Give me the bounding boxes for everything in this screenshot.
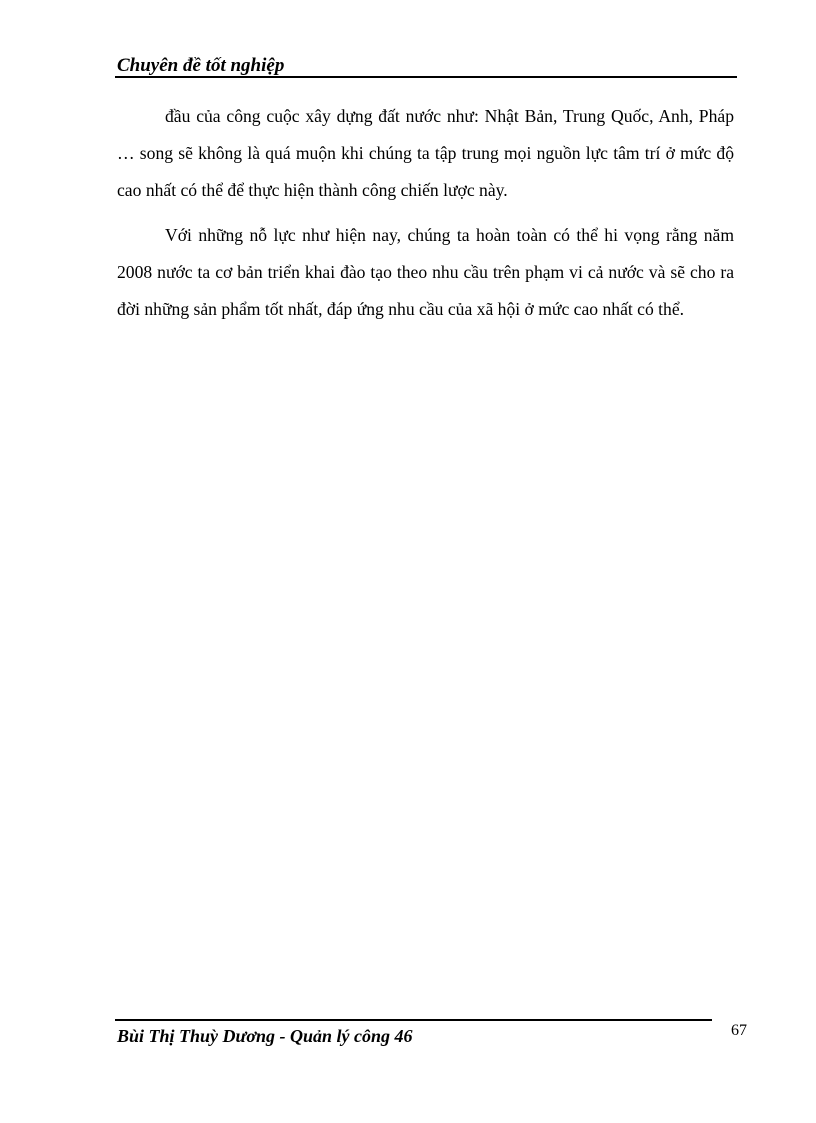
footer-author: Bùi Thị Thuỳ Dương - Quản lý công 46	[117, 1026, 413, 1046]
page-number: 67	[731, 1022, 747, 1039]
paragraph-continuation: đầu của công cuộc xây dựng đất nước như: Nhật Bản, Trung Quốc, Anh, Pháp … song sẽ không là quá muộn khi chúng ta tập trung mọi nguồn lực tâm trí ở mức độ cao nhất có thể để thực hiện thành công chiến lược này.	[117, 106, 734, 200]
header-divider	[115, 76, 737, 78]
paragraph: Với những nỗ lực như hiện nay, chúng ta hoàn toàn có thể hi vọng rằng năm 2008 nước ta cơ bản triển khai đào tạo theo nhu cầu trên phạm vi cả nước và sẽ cho ra đời những sản phẩm tốt nhất, đáp ứng nhu cầu của xã hội ở mức cao nhất có thể.	[117, 225, 734, 319]
footer-divider	[115, 1019, 712, 1021]
document-body	[117, 98, 734, 336]
page-header-title: Chuyên đề tốt nghiệp	[117, 55, 285, 76]
